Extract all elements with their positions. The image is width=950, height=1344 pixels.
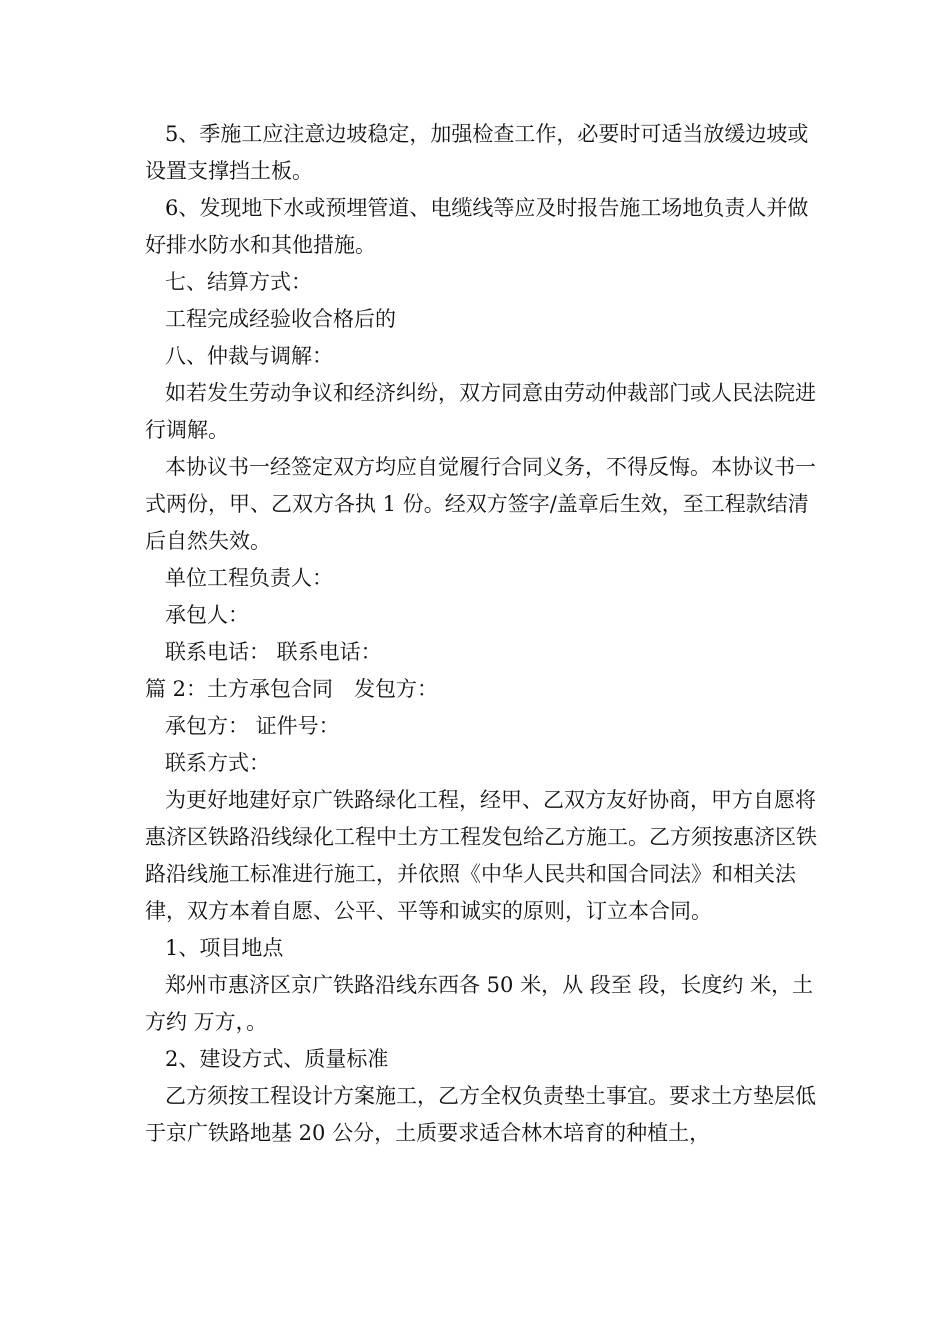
contract-2-preamble: 为更好地建好京广铁路绿化工程，经甲、乙双方友好协商，甲方自愿将惠济区铁路沿线绿化工程中土方工程发包给乙方施工。乙方须按惠济区铁路沿线施工标准进行施工，并依照《中华人民共和国合同法》和相关法律，双方本着自愿、公平、平等和诚实的原则，订立本合同。 (145, 788, 817, 923)
section-heading-settlement: 七、结算方式： (165, 270, 312, 294)
contract-2-contact: 联系方式： (165, 751, 270, 775)
document-body (145, 116, 825, 1152)
signature-phones: 联系电话： 联系电话： (165, 640, 382, 664)
paragraph-arbitration: 如若发生劳动争议和经济纠纷，双方同意由劳动仲裁部门或人民法院进行调解。 (145, 381, 816, 442)
contract-2-title: 篇 2：土方承包合同 发包方： (145, 677, 439, 701)
paragraph-item-6: 6、发现地下水或预埋管道、电缆线等应及时报告施工场地负责人并做好排水防水和其他措施。 (145, 196, 809, 257)
section-heading-construction: 2、建设方式、质量标准 (165, 1047, 389, 1071)
paragraph-agreement-validity: 本协议书一经签定双方均应自觉履行合同义务，不得反悔。本协议书一式两份，甲、乙双方各执 1 份。经双方签字/盖章后生效，至工程款结清后自然失效。 (145, 455, 816, 553)
signature-unit-manager: 单位工程负责人： (165, 566, 333, 590)
paragraph-construction: 乙方须按工程设计方案施工，乙方全权负责垫土事宜。要求土方垫层低于京广铁路地基 20 公分，土质要求适合林木培育的种植土， (145, 1084, 816, 1145)
contract-2-contractor: 承包方： 证件号： (165, 714, 340, 738)
paragraph-item-5: 5、季施工应注意边坡稳定，加强检查工作，必要时可适当放缓边坡或设置支撑挡土板。 (145, 122, 809, 183)
section-heading-arbitration: 八、仲裁与调解： (165, 344, 333, 368)
signature-contractor: 承包人： (165, 603, 249, 627)
paragraph-settlement: 工程完成经验收合格后的 (165, 307, 396, 331)
paragraph-location: 郑州市惠济区京广铁路沿线东西各 50 米，从 段至 段，长度约 米，土方约 万方，。 (145, 973, 814, 1034)
section-heading-location: 1、项目地点 (165, 936, 284, 960)
